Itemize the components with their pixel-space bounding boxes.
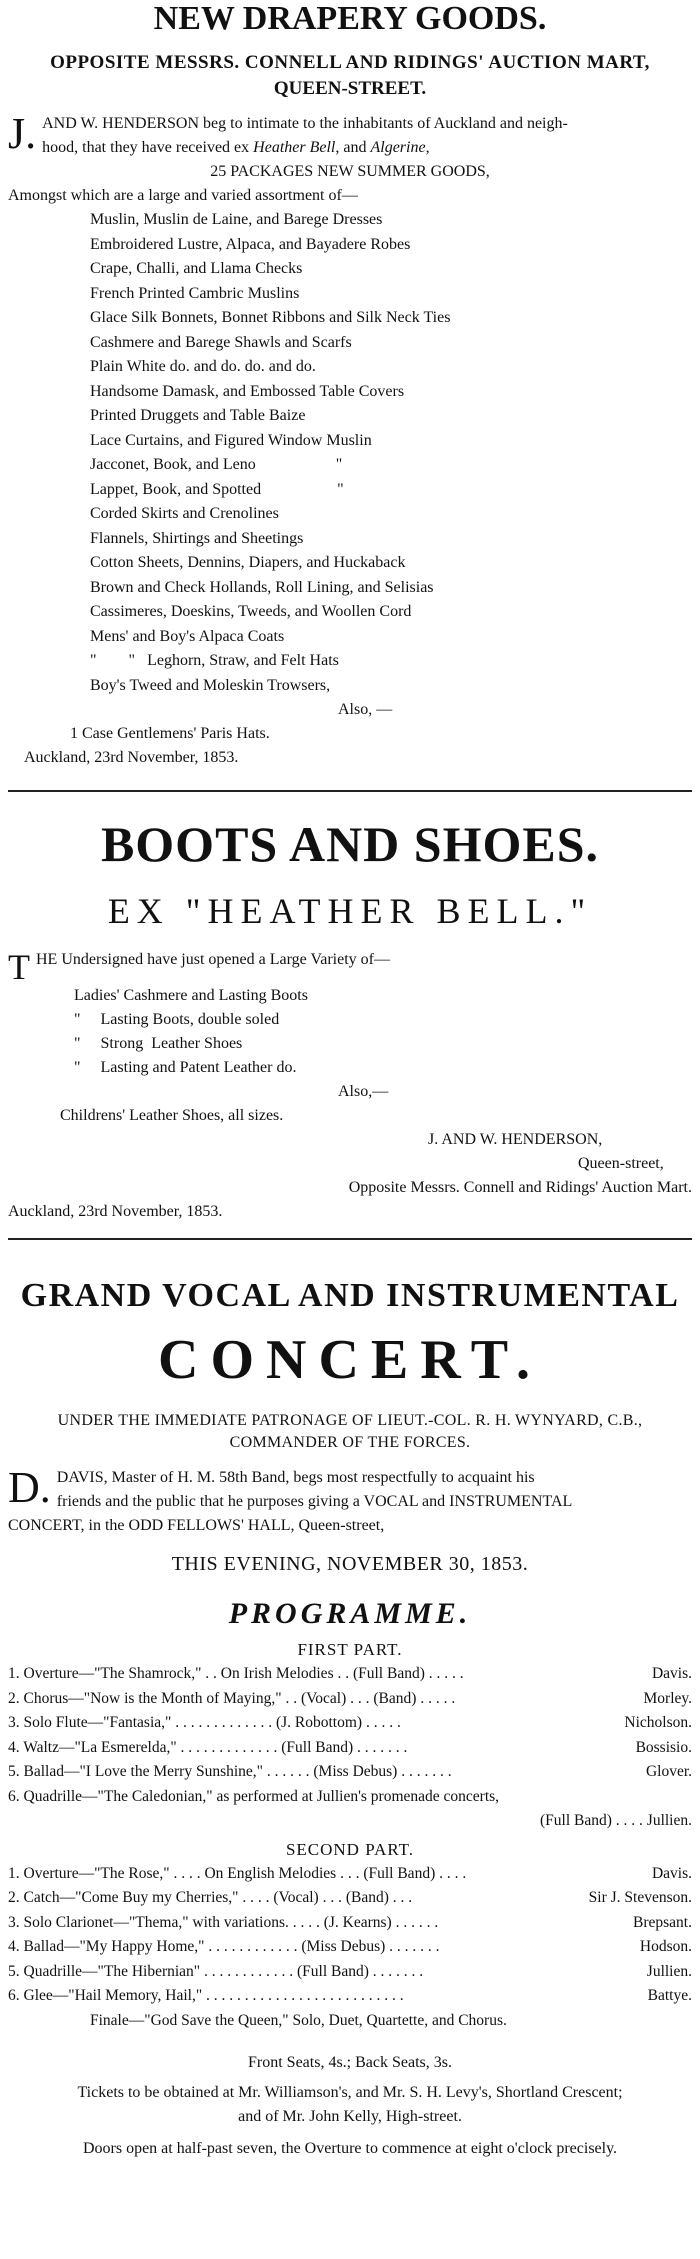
list-item: Plain White do. and do. do. and do. <box>90 358 316 375</box>
intro-line: hood, that they have received ex <box>42 139 254 156</box>
intro-line: CONCERT, in the ODD FELLOWS' HALL, Queen-street, <box>8 1517 385 1534</box>
programme-composer: Davis. <box>651 1665 692 1682</box>
list-item: Boy's Tweed and Moleskin Trowsers, <box>90 676 331 694</box>
list-item: Glace Silk Bonnets, Bonnet Ribbons and Silk Neck Ties <box>90 309 451 326</box>
programme-piece: 3. Solo Flute—"Fantasia," . . . . . . . . . . . . . (J. Robottom) . . . . . <box>8 1714 401 1731</box>
list-item: " Strong Leather Shoes <box>74 1035 243 1052</box>
patronage-line: UNDER THE IMMEDIATE PATRONAGE OF LIEUT.-COL. R. H. WYNYARD, C.B., <box>57 1412 643 1429</box>
divider <box>8 790 692 792</box>
children-line: Childrens' Leather Shoes, all sizes. <box>60 1107 284 1124</box>
part-heading: SECOND PART. <box>285 1839 415 1859</box>
programme-row <box>8 1911 692 1936</box>
list-item: Printed Druggets and Table Baize <box>90 407 306 424</box>
also-line: Also,— <box>338 1083 389 1100</box>
doors-line: Doors open at half-past seven, the Overture to commence at eight o'clock precisely. <box>82 2139 618 2157</box>
tickets-line: and of Mr. John Kelly, High-street. <box>238 2107 462 2125</box>
programme-piece: 6. Quadrille—"The Caledonian," as performed at Jullien's promenade concerts, <box>8 1787 500 1805</box>
list-item: Corded Skirts and Crenolines <box>90 505 279 522</box>
evening-line: THIS EVENING, NOVEMBER 30, 1853. <box>171 1553 529 1575</box>
programme-composer: Jullien. <box>646 1962 692 1980</box>
programme-heading: PROGRAMME. <box>228 1597 472 1630</box>
divider <box>8 1238 692 1240</box>
programme-row <box>8 1711 692 1736</box>
list-item: Handsome Damask, and Embossed Table Covers <box>90 382 405 400</box>
programme-composer: Brepsant. <box>633 1913 692 1931</box>
boots-advertisement <box>8 814 692 1240</box>
list-item: Cotton Sheets, Dennins, Diapers, and Huckaback <box>90 554 406 571</box>
programme-piece: 5. Ballad—"I Love the Merry Sunshine," . . . . . . (Miss Debus) . . . . . . . <box>8 1763 452 1780</box>
list-item: Mens' and Boy's Alpaca Coats <box>90 627 285 645</box>
programme-row <box>8 1687 692 1712</box>
programme-row <box>8 1935 692 1960</box>
date-line: Auckland, 23rd November, 1853. <box>24 749 239 766</box>
part-heading: FIRST PART. <box>297 1640 403 1659</box>
patronage-line: COMMANDER OF THE FORCES. <box>229 1434 471 1451</box>
boots-ship-line: EX "HEATHER BELL." <box>107 891 593 931</box>
intro-line: friends and the public that he purposes giving a VOCAL and INSTRUMENTAL <box>56 1493 573 1510</box>
date-line: Auckland, 23rd November, 1853. <box>8 1203 223 1220</box>
list-item: Flannels, Shirtings and Sheetings <box>90 529 304 547</box>
programme-piece: 6. Glee—"Hail Memory, Hail," . . . . . . . . . . . . . . . . . . . . . . . . . . <box>8 1987 404 2004</box>
programme-row <box>8 1736 692 1761</box>
programme-list <box>8 1662 692 1809</box>
list-item: " Lasting and Patent Leather do. <box>74 1059 297 1076</box>
ship-name: Algerine <box>370 139 426 156</box>
programme-composer <box>686 1785 692 1810</box>
drapery-intro <box>8 109 692 160</box>
goods-list <box>8 208 692 698</box>
programme-row <box>8 1886 692 1911</box>
list-item: Cassimeres, Doeskins, Tweeds, and Woollen Cord <box>90 603 412 620</box>
programme-piece: 4. Waltz—"La Esmerelda," . . . . . . . . . . . . . (Full Band) . . . . . . . <box>8 1738 408 1756</box>
list-item: Cashmere and Barege Shawls and Scarfs <box>90 333 352 351</box>
programme-row <box>8 1862 692 1887</box>
programme-piece: 1. Overture—"The Shamrock," . . On Irish Melodies . . (Full Band) . . . . . <box>8 1665 464 1682</box>
list-item: Ladies' Cashmere and Lasting Boots <box>74 987 308 1004</box>
programme-composer: Battye. <box>647 1987 692 2004</box>
boots-intro <box>8 947 692 987</box>
list-item: Brown and Check Hollands, Roll Lining, and Selisias <box>90 578 434 596</box>
programme-piece: 4. Ballad—"My Happy Home," . . . . . . . . . . . . (Miss Debus) . . . . . . . <box>8 1938 440 1955</box>
programme-row <box>8 1785 692 1810</box>
also-line: Also, — <box>338 701 393 718</box>
drapery-location: OPPOSITE MESSRS. CONNELL AND RIDINGS' AUCTION MART, <box>50 52 650 73</box>
intro-line: DAVIS, Master of H. M. 58th Band, begs most respectfully to acquaint his <box>56 1469 535 1486</box>
programme-row <box>8 1960 692 1985</box>
programme-composer: Glover. <box>645 1763 692 1780</box>
programme-piece: 5. Quadrille—"The Hibernian" . . . . . . . . . . . . (Full Band) . . . . . . . <box>8 1962 424 1980</box>
programme-composer: Hodson. <box>639 1938 692 1955</box>
drapery-title: NEW DRAPERY GOODS. <box>153 0 547 37</box>
list-item: " Lasting Boots, double soled <box>74 1011 280 1028</box>
intro-text: , and <box>335 139 371 156</box>
drop-capital: T <box>8 947 30 987</box>
case-line: 1 Case Gentlemens' Paris Hats. <box>70 725 270 742</box>
list-item: Muslin, Muslin de Laine, and Barege Dresses <box>90 211 383 228</box>
programme-composer: Nicholson. <box>624 1714 692 1731</box>
amongst-line: Amongst which are a large and varied assortment of— <box>8 187 358 204</box>
tickets-line: Tickets to be obtained at Mr. Williamson's, and Mr. S. H. Levy's, Shortland Crescent; <box>77 2083 623 2101</box>
drop-capital: D. <box>8 1463 51 1512</box>
list-item: French Printed Cambric Muslins <box>90 284 300 302</box>
intro-text: , <box>425 139 430 156</box>
list-item: Jacconet, Book, and Leno " <box>90 456 343 473</box>
programme-composer: Morley. <box>643 1689 692 1707</box>
list-item: Lace Curtains, and Figured Window Muslin <box>90 431 372 449</box>
list-item: " " Leghorn, Straw, and Felt Hats <box>90 652 339 669</box>
finale-line: Finale—"God Save the Queen," Solo, Duet, Quartette, and Chorus. <box>90 2011 507 2029</box>
signature-address: Opposite Messrs. Connell and Ridings' Auction Mart. <box>348 1179 692 1196</box>
programme-composer: Bossisio. <box>635 1738 692 1756</box>
programme-row <box>8 1760 692 1785</box>
programme-continuation: (Full Band) . . . . Jullien. <box>540 1812 692 1829</box>
intro-line: HE Undersigned have just opened a Large Variety of— <box>36 951 390 968</box>
programme-piece: 2. Catch—"Come Buy my Cherries," . . . . (Vocal) . . . (Band) . . . <box>8 1889 413 1906</box>
concert-title: GRAND VOCAL AND INSTRUMENTAL <box>20 1277 680 1314</box>
ship-name: Heather Bell <box>253 139 336 156</box>
drapery-street: QUEEN-STREET. <box>273 78 427 99</box>
programme-row <box>8 1984 692 2009</box>
list-item: Lappet, Book, and Spotted " <box>90 480 344 498</box>
intro-line: AND W. HENDERSON beg to intimate to the inhabitants of Auckland and neigh- <box>42 115 568 132</box>
seat-prices: Front Seats, 4s.; Back Seats, 3s. <box>248 2053 452 2071</box>
packages-line: 25 PACKAGES NEW SUMMER GOODS, <box>210 163 490 180</box>
list-item: Crape, Challi, and Llama Checks <box>90 260 303 277</box>
concert-title-large: CONCERT. <box>158 1329 542 1391</box>
drapery-advertisement <box>8 0 692 792</box>
programme-piece: 3. Solo Clarionet—"Thema," with variations. . . . . (J. Kearns) . . . . . . <box>8 1913 439 1931</box>
concert-intro <box>8 1463 692 1538</box>
boots-list <box>8 984 692 1080</box>
drop-capital: J. <box>8 109 37 158</box>
programme-row <box>8 1662 692 1687</box>
concert-advertisement <box>8 1274 692 2161</box>
programme-piece: 1. Overture—"The Rose," . . . . On English Melodies . . . (Full Band) . . . . <box>8 1864 467 1882</box>
programme-composer: Davis. <box>651 1864 692 1882</box>
programme-piece: 2. Chorus—"Now is the Month of Maying," . . (Vocal) . . . (Band) . . . . . <box>8 1689 456 1707</box>
signature-name: J. AND W. HENDERSON, <box>428 1131 603 1148</box>
boots-title: BOOTS AND SHOES. <box>100 816 600 872</box>
programme-composer: Sir J. Stevenson. <box>588 1889 692 1906</box>
list-item: Embroidered Lustre, Alpaca, and Bayadere Robes <box>90 235 411 253</box>
programme-list <box>8 1862 692 2009</box>
signature-street: Queen-street, <box>578 1155 664 1172</box>
